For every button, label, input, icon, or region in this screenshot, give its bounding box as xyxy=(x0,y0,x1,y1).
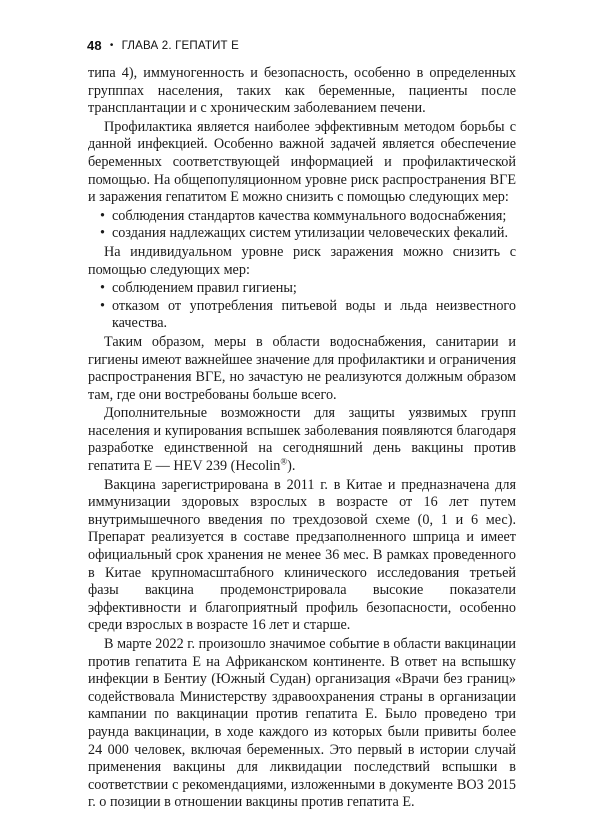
paragraph-2: Профилактика является наиболее эффективным методом борьбы с данной инфекцией. Особенно важной задачей является обеспечение беременных соответствующей информацией и профилактической помощью. На общепопуляционном уровне риск распространения ВГЕ и заражения гепатитом Е можно снизить с помощью следующих мер: xyxy=(88,118,516,206)
list-item xyxy=(88,208,516,226)
running-header xyxy=(87,38,517,53)
measures-list-individual xyxy=(88,280,516,333)
paragraph-1: типа 4), иммуногенность и безопасность, особенно в определенных групппах населения, таких как беременные, пациенты после трансплантации и с хроническим заболеванием печени. xyxy=(88,65,516,117)
registered-mark: ® xyxy=(280,456,288,467)
list-item xyxy=(88,225,516,243)
page-number: 48 xyxy=(87,38,102,53)
list-item-text: соблюдением правил гигиены; xyxy=(112,280,297,297)
paragraph-4: Таким образом, меры в области водоснабжения, санитарии и гигиены имеют важнейшее значение для профилактики и ограничения распространения ВГЕ, но зачастую не реализуются должным образом там, где они востребованы больше всего. xyxy=(88,333,516,403)
bullet-icon: • xyxy=(100,280,105,297)
page-body xyxy=(88,65,516,813)
bullet-icon: • xyxy=(100,297,105,314)
chapter-title: ГЛАВА 2. ГЕПАТИТ Е xyxy=(121,39,240,52)
measures-list-population xyxy=(88,208,516,243)
paragraph-3: На индивидуальном уровне риск заражения можно снизить с помощью следующих мер: xyxy=(88,243,516,278)
header-separator: • xyxy=(109,40,114,51)
paragraph-5-text: Дополнительные возможности для защиты уязвимых групп населения и купирования вспышек заболевания появляются благодаря разработке единственной на сегодняшний день вакцины против гепатита Е — HEV 239 (Hecolin xyxy=(88,405,516,475)
bullet-icon: • xyxy=(100,207,105,224)
list-item-text: соблюдения стандартов качества коммунального водоснабжения; xyxy=(112,207,507,224)
list-item xyxy=(88,298,516,333)
paragraph-5 xyxy=(88,405,516,475)
paragraph-5-end: ). xyxy=(287,458,296,475)
paragraph-7: В марте 2022 г. произошло значимое событие в области вакцинации против гепатита Е на Африканском континенте. В ответ на вспышку инфекции в Бентиу (Южный Судан) организация «Врачи без границ» содействовала Министерству здравоохранения страны в организации кампании по вакцинации против гепатита Е. Было проведено три раунда вакцинации, в ходе каждого из которых были привиты более 24 000 человек, включая беременных. Это первый в истории случай применения вакцины для ликвидации последствий вспышки в соответствии с рекомендациями, изложенными в документе ВОЗ 2015 г. о позиции в отношении вакцины против гепатита Е. xyxy=(88,636,516,811)
paragraph-6: Вакцина зарегистрирована в 2011 г. в Китае и предназначена для иммунизации здоровых взрослых в возрасте от 16 лет путем внутримышечного введения по трехдозовой схеме (0, 1 и 6 мес). Препарат реализуется в составе предзаполненного шприца и имеет официальный срок хранения не менее 36 мес. В рамках проведенного в Китае крупномасштабного клинического исследования третьей фазы вакцина продемонстрировала высокие показатели эффективности и благоприятный профиль безопасности, особенно среди взрослых в возрасте 16 лет и старше. xyxy=(88,476,516,634)
bullet-icon: • xyxy=(100,225,105,242)
list-item-text: создания надлежащих систем утилизации человеческих фекалий. xyxy=(112,225,509,242)
list-item-text: отказом от употребления питьевой воды и льда неизвестного качества. xyxy=(112,297,516,332)
list-item xyxy=(88,280,516,298)
